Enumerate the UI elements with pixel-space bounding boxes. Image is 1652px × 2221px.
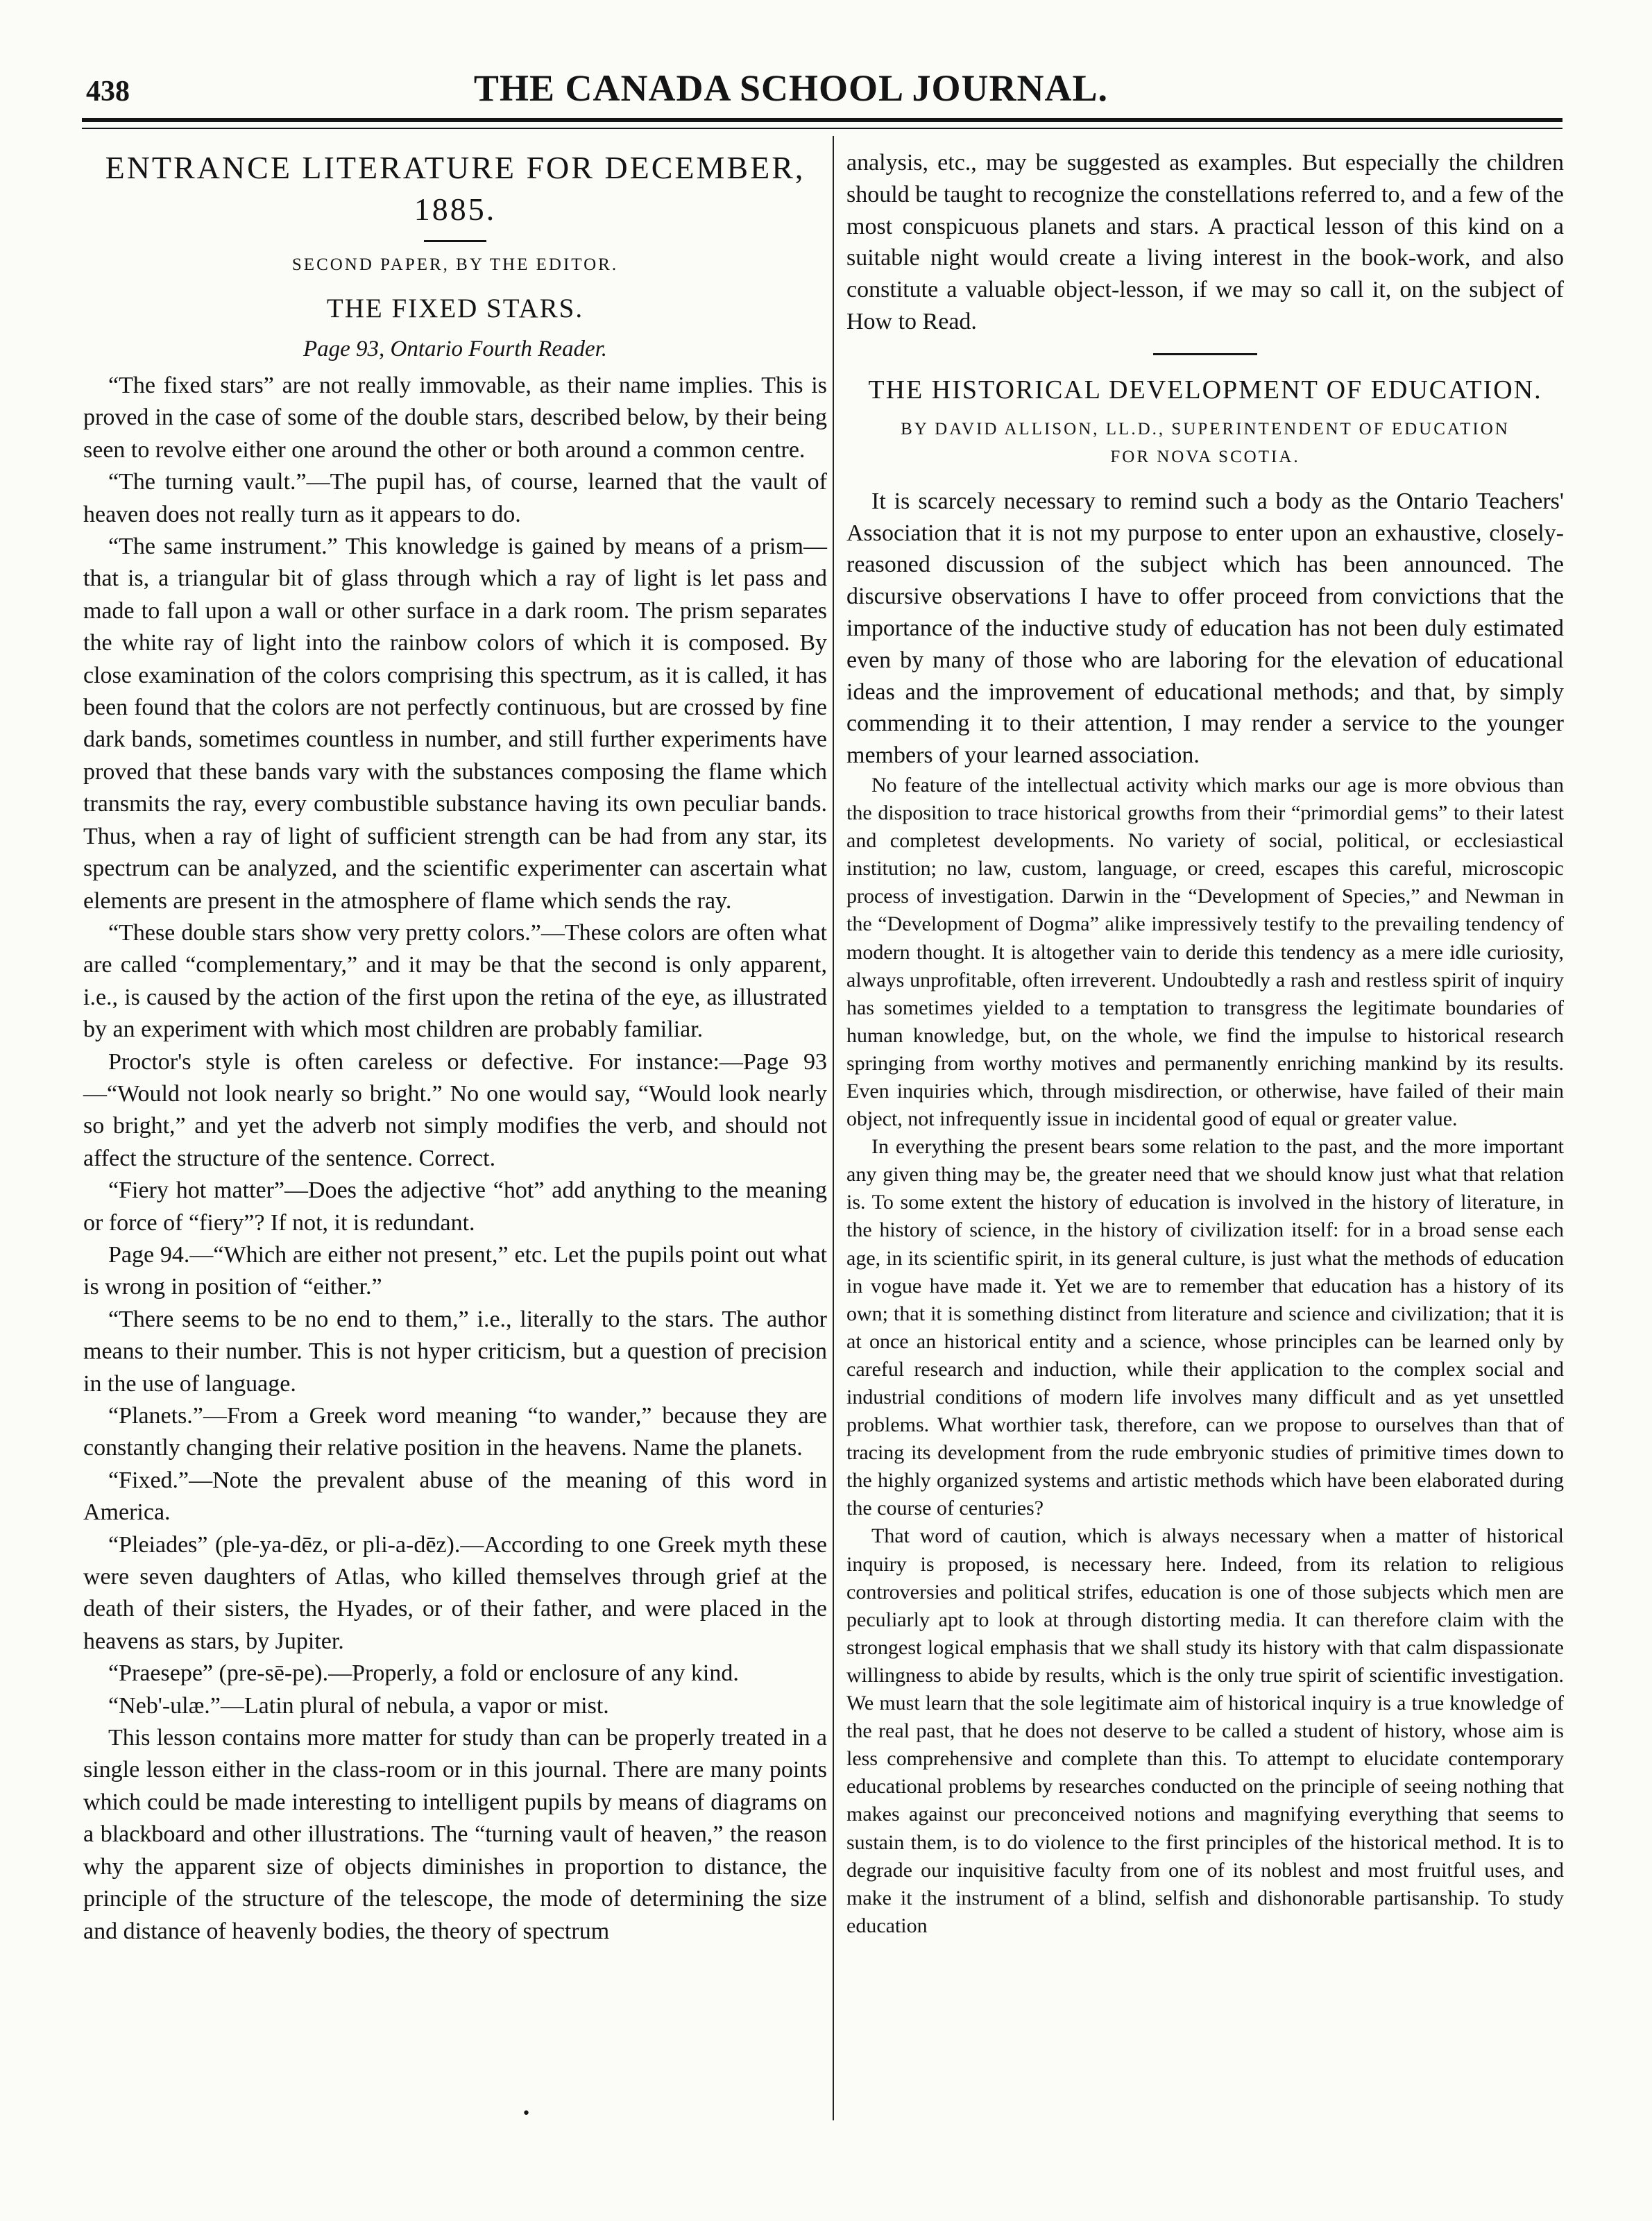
paragraph: In everything the present bears some relation to the past, and the more important any given thing may be, the greater need that we should know just what that relation is. To some extent the history of education is involved in the history of literature, in the history of science, in the history of civilization itself: for in a broad sense each age, in its scientific spirit, in its general culture, is just what the methods of education in vogue have made it. Yet we are to remember that education has a history of its own; that it is something distinct from literature and science and civilization; that it is at once an historical entity and a science, whose principles can be learned only by careful research and induction, while their application to the complex social and industrial conditions of modern life involves many difficult and as yet unsettled problems. What worthier task, therefore, can we propose to ourselves than that of tracing its development from the rude embryonic studies of primitive times down to the highly organized systems and artistic methods which have been elaborated during the course of centuries? <box>846 1135 1564 1520</box>
paragraph: Page 94.—“Which are either not present,” etc. Let the pupils point out what is wrong in position of “either.” <box>83 1241 827 1300</box>
section-subheading-reader-page: Page 93, Ontario Fourth Reader. <box>303 337 608 361</box>
section-divider-rule <box>1153 353 1257 355</box>
paragraph: That word of caution, which is always necessary when a matter of historical inquiry is proposed, is necessary here. Indeed, from its relation to religious controversies and political strifes, education is one of those subjects which men are peculiarly apt to look at through distorting media. It can therefore claim with the strongest logical emphasis that we shall study its history with that calm dispassionate willingness to abide by results, which is the only true spirit of scientific investigation. We must learn that the sole legitimate aim of historical inquiry is a true knowledge of the real past, that he does not deserve to be called a student of history, whose aim is less comprehensive and complete than this. To attempt to elucidate contemporary educational problems by researches conducted on the principle of seeing nothing that makes against our preconceived notions and magnifying everything that seems to sustain them, is to do violence to the first principles of the historical method. It is to degrade our inquisitive faculty from one of its noblest and most fruitful uses, and make it the instrument of a blind, selfish and dishonorable partisanship. To study education <box>846 1524 1564 1937</box>
section-heading-fixed-stars: THE FIXED STARS. <box>326 293 584 323</box>
paragraph: “Neb'-ulæ.”—Latin plural of nebula, a vapor or mist. <box>108 1692 609 1719</box>
continued-paragraph: analysis, etc., may be suggested as examples. But especially the children should be taught to recognize the constellations referred to, and a few of the most conspicuous planets and stars. A practical lesson of this kind on a suitable night would create a living interest in the book-work, and also constitute a valuable object-lesson, if we may so call it, on the subject of How to Read. <box>846 150 1564 334</box>
author-byline: BY DAVID ALLISON, LL.D., SUPERINTENDENT OF EDUCATION <box>901 419 1510 439</box>
page-number: 438 <box>86 76 130 108</box>
paragraph: “The same instrument.” This knowledge is gained by means of a prism—that is, a triangular bit of glass through which a ray of light is let pass and made to fall upon a wall or other surface in a dark room. The prism separates the white ray of light into the rainbow colors of which it is composed. By close examination of the colors comprising this spectrum, as it is called, it has been found that the colors are not perfectly continuous, but are crossed by fine dark bands, sometimes countless in number, and still further experiments have proved that these bands vary with the substances composing the flame which transmits the ray, every combustible substance having its own peculiar bands. Thus, when a ray of light of sufficient strength can be had from any star, its spectrum can be analyzed, and the scientific experimenter can ascertain what elements are present in the atmosphere of flame which sends the ray. <box>83 534 827 914</box>
paragraph: “The fixed stars” are not really immovable, as their name implies. This is proved in the case of some of the double stars, described below, by their being seen to revolve either one around the other or both around a common centre. <box>83 373 827 463</box>
paragraph: “The turning vault.”—The pupil has, of course, learned that the vault of heaven does not really turn as it appears to do. <box>83 469 827 527</box>
paragraph: No feature of the intellectual activity which marks our age is more obvious than the disposition to trace historical growths from their “primordial gems” to their latest and completest developments. No variety of social, political, or ecclesiastical institution; no law, custom, language, or creed, escapes this careful, microscopic process of investigation. Darwin in the “Development of Species,” and Newman in the “Development of Dogma” alike impressively testify to the prevailing tendency of modern thought. It is altogether vain to deride this tendency as a mere idle curiosity, always unprofitable, often irreverent. Undoubtedly a rash and restless spirit of inquiry has sometimes yielded to a temptation to transgress the legitimate boundaries of human knowledge, but, on the whole, we find the impulse to historical research springing from worthy motives and permanently enriching mankind by its results. Even inquiries which, through misdirection, or otherwise, have failed of their main object, not infrequently issue in incidental good of equal or greater value. <box>846 773 1564 1131</box>
paragraph: “These double stars show very pretty colors.”—These colors are often what are called “complementary,” and it may be that the second is only apparent, i.e., is caused by the action of the first upon the retina of the eye, as illustrated by an experiment with which most children are probably familiar. <box>83 919 827 1043</box>
paragraph: “Praesepe” (pre-sē-pe).—Properly, a fold or enclosure of any kind. <box>108 1660 739 1687</box>
column-divider <box>833 136 834 2120</box>
page-header <box>0 0 1652 111</box>
header-rule-thick <box>82 118 1562 122</box>
intro-paragraph: It is scarcely necessary to remind such a body as the Ontario Teachers' Association that it is not my purpose to enter upon an exhaustive, closely-reasoned discussion of the subject which has been announced. The discursive observations I have to offer proceed from convictions that the importance of the inductive study of education has not been duly estimated even by many of those who are laboring for the elevation of educational ideas and the improvement of educational methods; and that, by simply commending it to their attention, I may render a service to the younger members of your learned association. <box>846 488 1564 769</box>
right-column <box>846 147 1564 1940</box>
paragraph: This lesson contains more matter for study than can be properly treated in a single lesson either in the class-room or in this journal. There are many points which could be made interesting to intelligent pupils by means of diagrams on a blackboard and other illustrations. The “turning vault of heaven,” the reason why the apparent size of objects diminishes in proportion to distance, the principle of the structure of the telescope, the mode of determining the size and distance of heavenly bodies, the theory of spectrum <box>83 1725 827 1944</box>
article-title-historical-development: THE HISTORICAL DEVELOPMENT OF EDUCATION. <box>868 375 1542 405</box>
left-column <box>83 147 827 1948</box>
paragraph: “Pleiades” (ple-ya-dēz, or pli-a-dēz).—According to one Greek myth these were seven daughters of Atlas, who killed themselves through grief at the death of their sisters, the Hyades, or of their father, and were placed in the heavens as stars, by Jupiter. <box>83 1531 827 1654</box>
paragraph: “Planets.”—From a Greek word meaning “to wander,” because they are constantly changing their relative position in the heavens. Name the planets. <box>83 1403 827 1461</box>
author-byline-continued: FOR NOVA SCOTIA. <box>1110 447 1300 466</box>
editor-byline: SECOND PAPER, BY THE EDITOR. <box>291 255 619 274</box>
header-rule-thin <box>82 128 1562 129</box>
paragraph: “There seems to be no end to them,” i.e., literally to the stars. The author means to their number. This is not hyper criticism, but a question of precision in the use of language. <box>83 1306 827 1397</box>
title-rule <box>424 240 486 242</box>
journal-title: THE CANADA SCHOOL JOURNAL. <box>473 67 1109 109</box>
paragraph: “Fixed.”—Note the prevalent abuse of the meaning of this word in America. <box>83 1467 827 1526</box>
print-mark: • <box>522 2105 531 2122</box>
paragraph: “Fiery hot matter”—Does the adjective “hot” add anything to the meaning or force of “fiery”? If not, it is redundant. <box>83 1177 827 1236</box>
paragraph: Proctor's style is often careless or defective. For instance:—Page 93—“Would not look nearly so bright.” No one would say, “Would look nearly so bright,” and yet the adverb not simply modifies the verb, and should not affect the structure of the sentence. Correct. <box>83 1048 827 1171</box>
article-title-entrance-literature: ENTRANCE LITERATURE FOR DECEMBER, 1885. <box>105 150 806 227</box>
